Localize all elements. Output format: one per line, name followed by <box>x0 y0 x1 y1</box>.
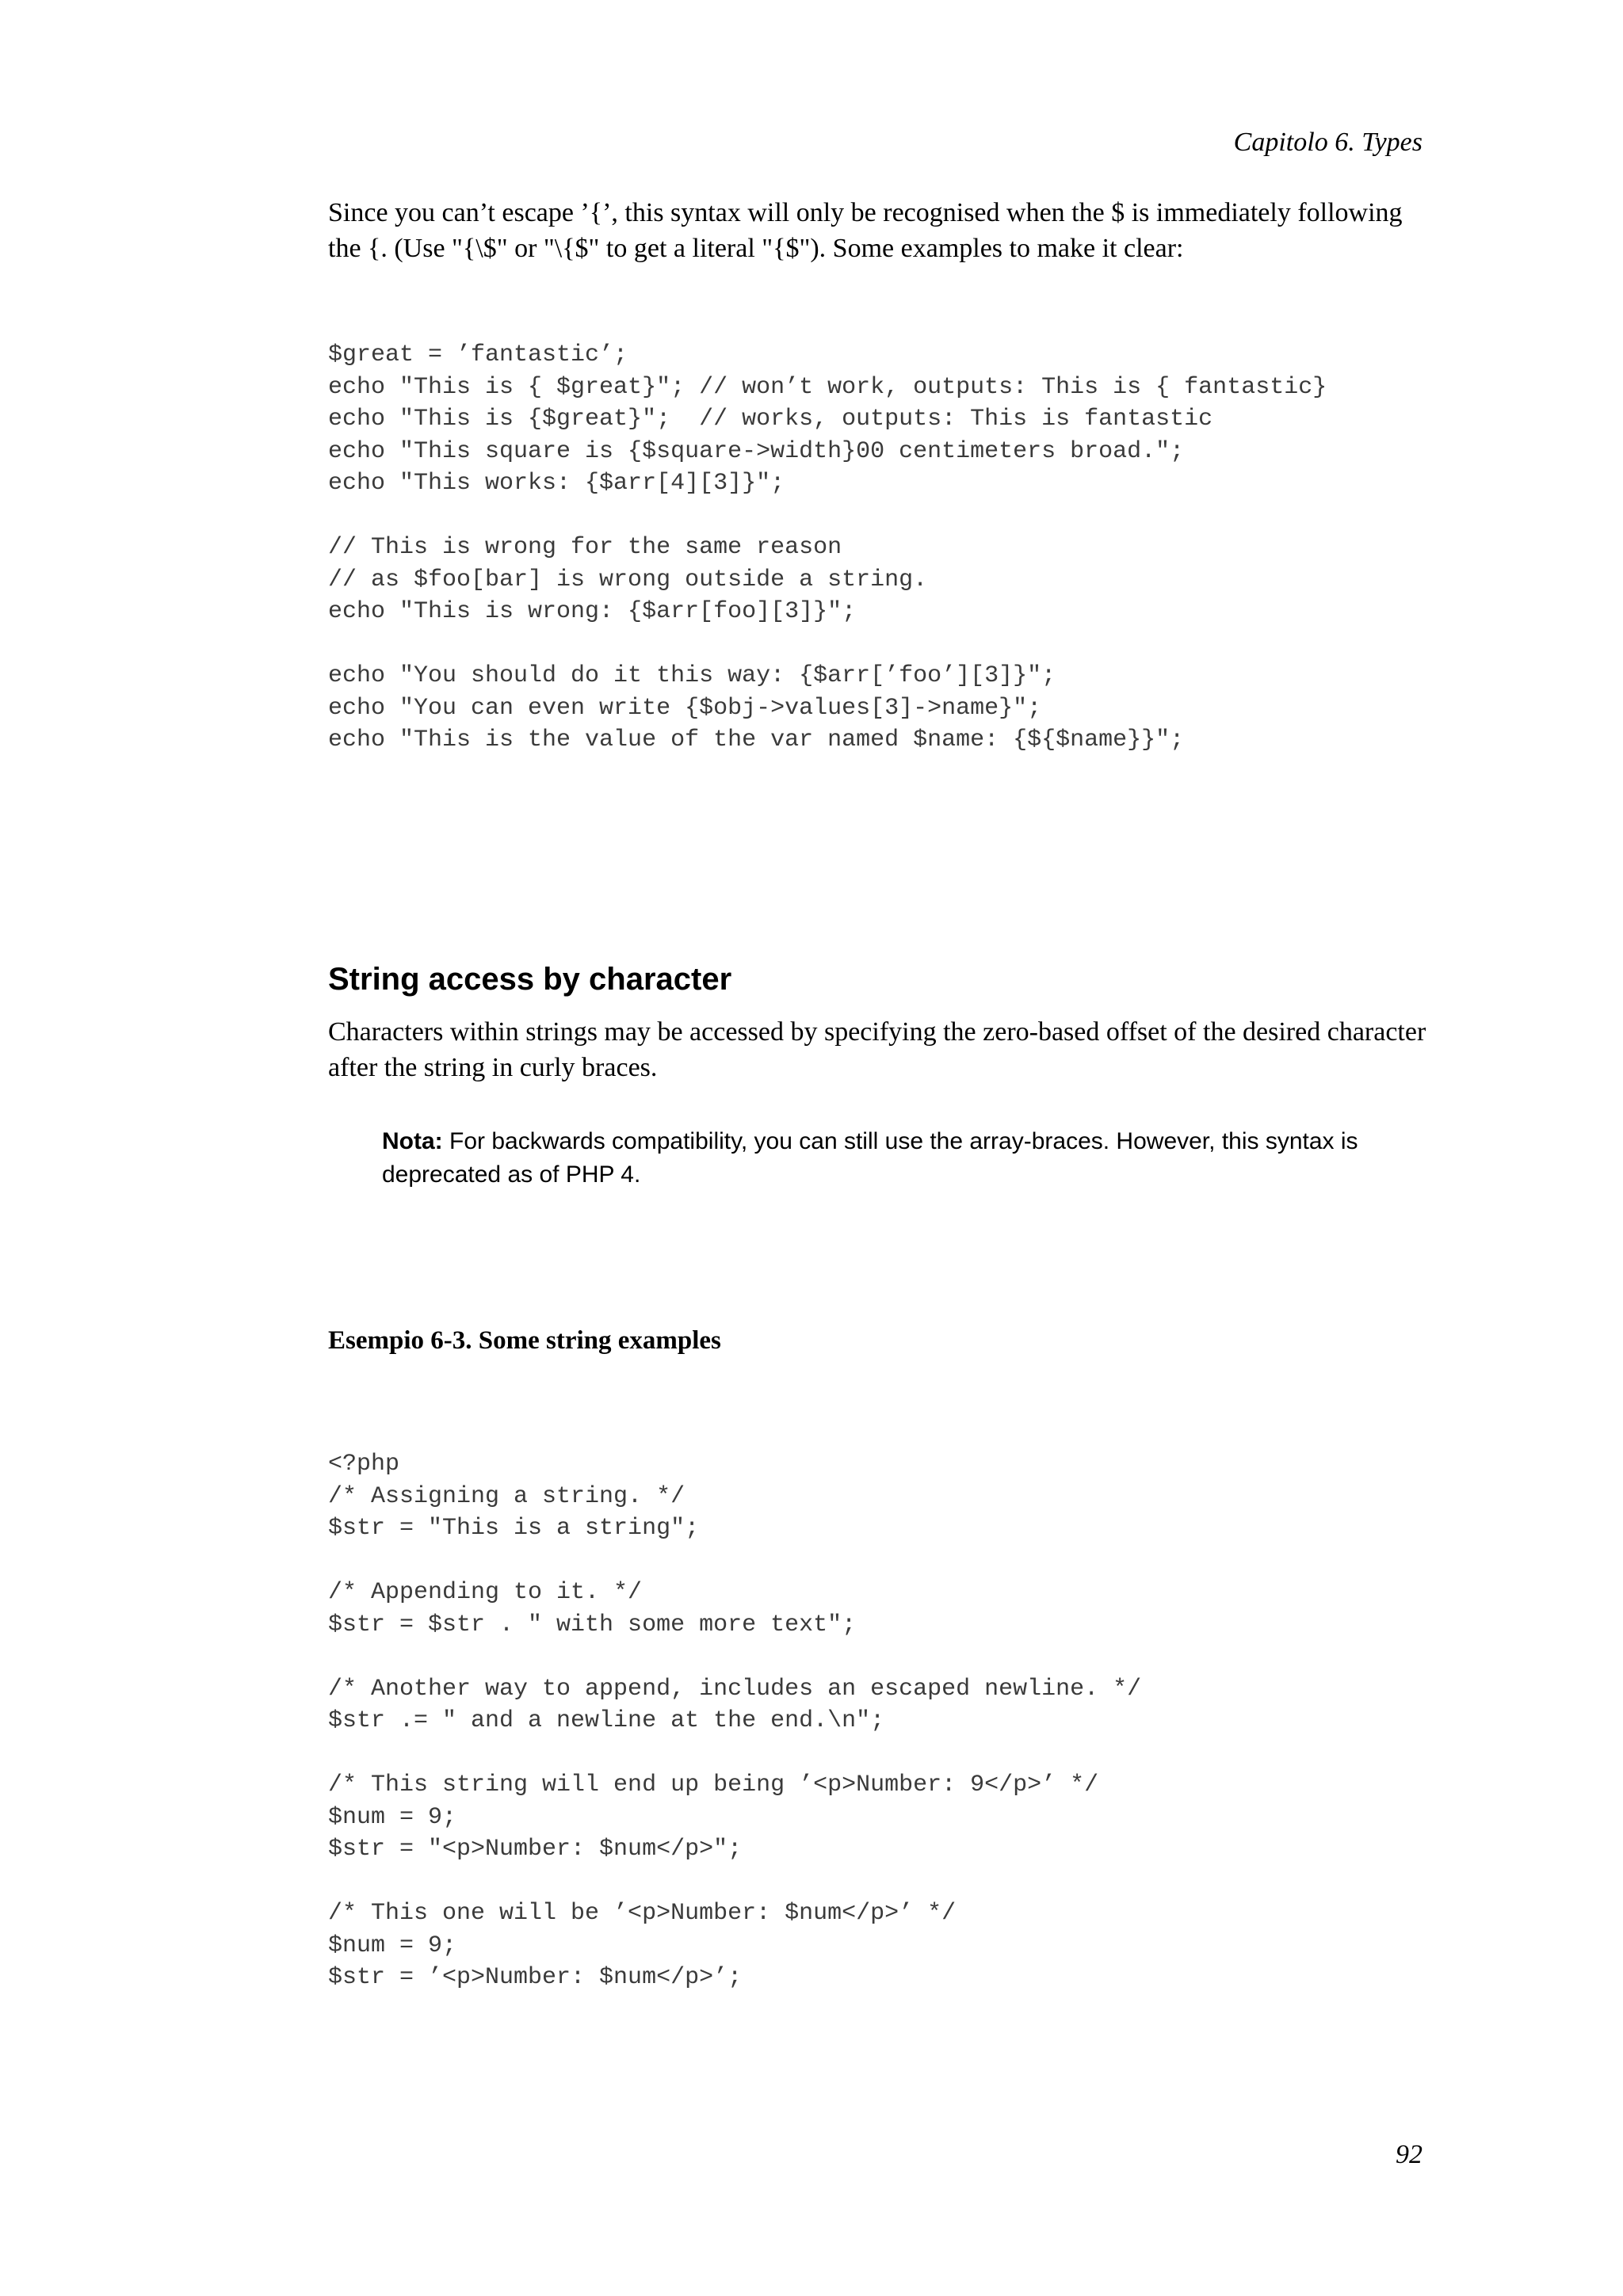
code-block-curly-syntax: $great = ’fantastic’; echo "This is { $great}"; // won’t work, outputs: This is { fantastic} echo "This is {$great}"; // works, outputs: This is fantastic echo "This square is {$square->width}00 centimeters broad."; echo "This works: {$arr[4][3]}"; // This is wrong for the same reason // as $foo[bar] is wrong outside a string. echo "This is wrong: {$arr[foo][3]}"; echo "You should do it this way: {$arr[’foo’][3]}"; echo "You can even write {$obj->values[3]->name}"; echo "This is the value of the var named $name: {${$name}}"; <box>328 341 1327 753</box>
note-text: For backwards compatibility, you can still use the array-braces. However, this syntax is deprecated as of PHP 4. <box>382 1128 1358 1188</box>
running-header-chapter: Capitolo 6. Types <box>1233 128 1423 157</box>
section-title: String access by character <box>328 962 732 997</box>
section-paragraph: Characters within strings may be accessed by specifying the zero-based offset of the desired character after the string in curly braces. <box>328 1017 1426 1082</box>
page-number: 92 <box>1396 2140 1423 2169</box>
intro-paragraph: Since you can’t escape ’{’, this syntax will only be recognised when the $ is immediately following the {. (Use "{\$" or "\{$" to get a literal "{$"). Some examples to make it clear: <box>328 198 1403 263</box>
example-title: Esempio 6-3. Some string examples <box>328 1326 721 1355</box>
note-box <box>382 1125 1412 1192</box>
code-block-string-examples: <?php /* Assigning a string. */ $str = "This is a string"; /* Appending to it. */ $str = $str . " with some more text"; /* Another way to append, includes an escaped newline. */ $str .= " and a newline at the end.\n"; /* This string will end up being ’<p>Number: 9</p>’ */ $num = 9; $str = "<p>Number: $num</p>"; /* This one will be ’<p>Number: $num</p>’ */ $num = 9; $str = ’<p>Number: $num</p>’; <box>328 1451 1142 1991</box>
note-label: Nota: <box>382 1128 443 1154</box>
